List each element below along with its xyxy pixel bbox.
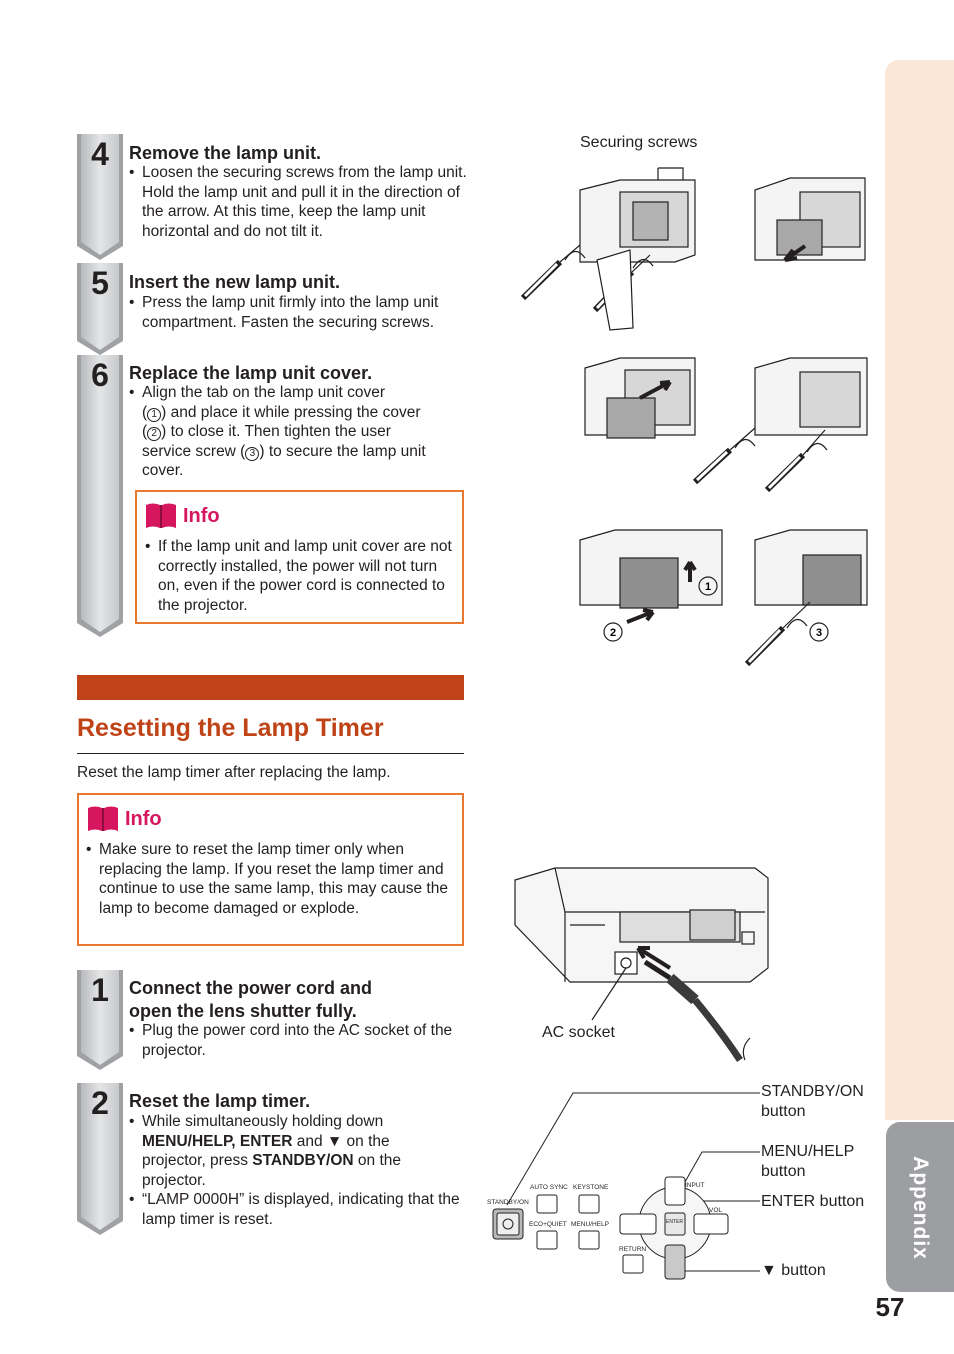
keystone-label: KEYSTONE: [573, 1184, 609, 1191]
step-bullet: • Align the tab on the lamp unit cover ( 1 ) and place it while pressing the cover ( 2 ) to close it. Then tighten the user service screw ( 3 ) to secure the lamp unit cover.: [129, 384, 426, 479]
callout-1: 1: [704, 581, 712, 593]
step-marker-6: [77, 355, 123, 637]
circled-number-1: 1: [147, 408, 161, 422]
step-bullet: • Press the lamp unit firmly into the lamp unit compartment. Fasten the securing screws.: [129, 294, 439, 331]
control-panel-illustration: [485, 1085, 770, 1285]
step-number: 5: [91, 265, 109, 301]
standby-panel-label: STANDBY/ON: [487, 1199, 529, 1206]
step-number: 6: [91, 357, 109, 393]
step-marker-4: [77, 134, 123, 260]
step-marker-5: [77, 263, 123, 355]
callout-2: 2: [609, 627, 617, 639]
info-heading: Info: [145, 502, 220, 530]
standby-button-label: STANDBY/ON button: [761, 1083, 864, 1120]
step-bullet: • Plug the power cord into the AC socket of the projector.: [129, 1022, 453, 1059]
info-box: [135, 490, 464, 624]
step-bullet: • “LAMP 0000H” is displayed, indicating that the lamp timer is reset.: [129, 1191, 460, 1228]
appendix-tab-label: Appendix: [909, 1156, 932, 1260]
book-icon: [87, 805, 119, 833]
section-intro: Reset the lamp timer after replacing the lamp.: [77, 764, 391, 781]
eco-quiet-label: ECO+QUIET: [529, 1221, 567, 1228]
section-divider: [77, 753, 464, 754]
info-box: [77, 793, 464, 946]
step-number: 1: [91, 972, 109, 1008]
circled-number-2: 2: [147, 427, 161, 441]
side-tab-background: [885, 60, 954, 1120]
auto-sync-label: AUTO SYNC: [530, 1184, 568, 1191]
section-bar: [77, 675, 464, 700]
step-title: Connect the power cord and open the lens shutter fully.: [129, 978, 373, 1021]
page-number: 57: [875, 1292, 905, 1322]
input-label: INPUT: [685, 1182, 705, 1189]
vol-label: VOL: [709, 1207, 723, 1214]
step-title: Replace the lamp unit cover.: [129, 363, 373, 383]
step-title: Remove the lamp unit.: [129, 143, 322, 163]
step-bullet: • Loosen the securing screws from the lamp unit. Hold the lamp unit and pull it in the direction of the arrow. At this time, keep the lamp unit horizontal and do not tilt it.: [129, 164, 467, 240]
circled-number-3: 3: [245, 447, 259, 461]
step-number: 2: [91, 1085, 109, 1121]
lamp-replacement-illustration: [515, 150, 875, 675]
down-button-label: ▼ button: [761, 1262, 826, 1279]
info-text: • If the lamp unit and lamp unit cover are not correctly installed, the power will not turn on, even if the power cord is connected to the projector.: [145, 538, 452, 614]
menu-help-panel-label: MENU/HELP: [571, 1221, 609, 1228]
step-number: 4: [91, 136, 109, 172]
enter-panel-label: ENTER: [666, 1219, 683, 1225]
step-title: Insert the new lamp unit.: [129, 272, 341, 292]
enter-button-label: ENTER button: [761, 1193, 865, 1210]
step-marker-1: [77, 970, 123, 1070]
info-text: • Make sure to reset the lamp timer only when replacing the lamp. If you reset the lamp timer and continue to use the same lamp, this may cause the lamp to become damaged or explode.: [86, 841, 448, 917]
book-icon: [145, 502, 177, 530]
step-marker-2: [77, 1083, 123, 1235]
callout-3: 3: [815, 627, 823, 639]
step-title: Reset the lamp timer.: [129, 1091, 311, 1111]
ac-socket-label: AC socket: [542, 1024, 615, 1041]
return-label: RETURN: [619, 1246, 647, 1253]
menu-help-button-label: MENU/HELP button: [761, 1143, 855, 1180]
securing-screws-label: Securing screws: [580, 134, 698, 151]
section-title: Resetting the Lamp Timer: [77, 714, 384, 742]
info-heading: Info: [87, 805, 162, 833]
step-bullet: • While simultaneously holding down MENU/HELP, ENTER and ▼ on the projector, press STANDBY/ON on the projector.: [129, 1113, 402, 1189]
